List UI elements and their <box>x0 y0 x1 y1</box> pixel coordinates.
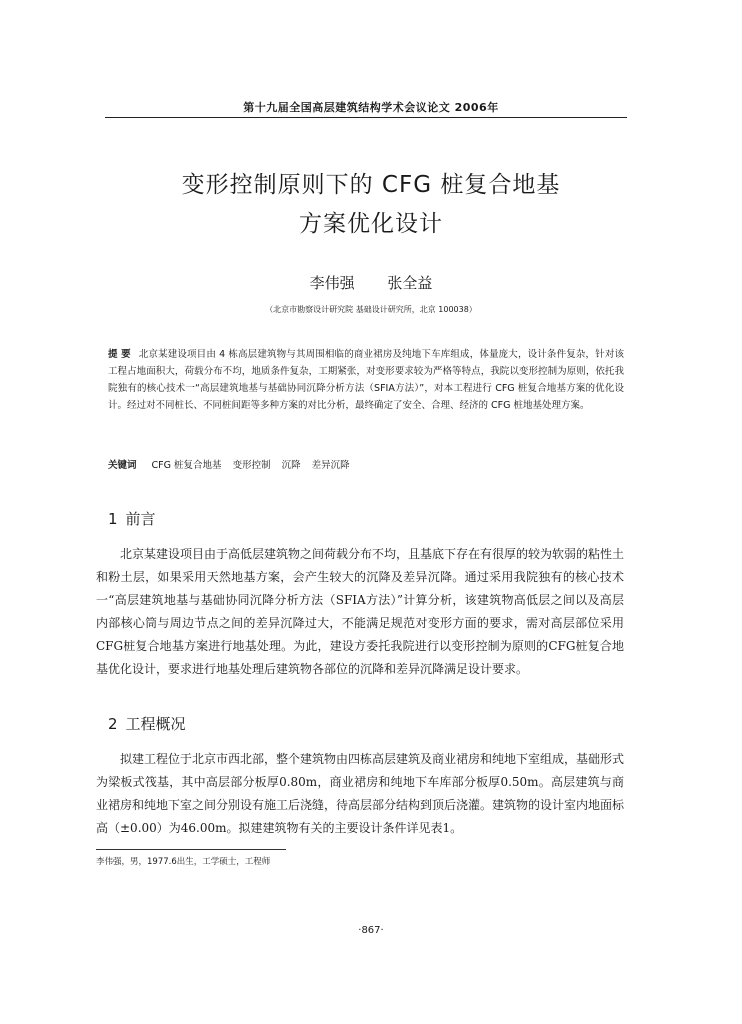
abstract <box>108 346 624 414</box>
author-2: 张全益 <box>387 274 433 292</box>
keywords <box>108 457 624 471</box>
section-1-heading <box>108 508 156 529</box>
abstract-label: 提 要 <box>108 349 131 360</box>
keyword-2: 变形控制 <box>232 460 271 471</box>
section-1-title: 前言 <box>125 510 156 528</box>
title-line-1: 变形控制原则下的 CFG 桩复合地基 <box>181 172 561 198</box>
header-rule <box>105 117 627 118</box>
section-2-number: 2 <box>108 715 118 733</box>
author-1: 李伟强 <box>309 274 355 292</box>
keyword-3: 沉降 <box>281 460 301 471</box>
abstract-text: 北京某建设项目由 4 栋高层建筑物与其周围相临的商业裙房及纯地下车库组成，体量庞大，设计条件复杂，针对该工程占地面积大，荷载分布不均，地质条件复杂，工期紧张，对变形要求较为严格等特点，我院以变形控制为原则，依托我院独有的核心技术一“高层建筑地基与基础协同沉降分析方法（SFIA方法）”，对本工程进行 CFG 桩复合地基方案的优化设计。经过对不同桩长、不同桩间距等多种方案的对比分析，最终确定了安全、合理、经济的 CFG 桩地基处理方案。 <box>108 349 624 411</box>
keyword-4: 差异沉降 <box>311 460 350 471</box>
section-2-heading <box>108 713 186 734</box>
keywords-label: 关键词 <box>108 460 137 471</box>
footnote: 李伟强，男，1977.6出生，工学硕士，工程师 <box>96 857 271 867</box>
section-2-paragraph: 拟建工程位于北京市西北部，整个建筑物由四栋高层建筑及商业裙房和纯地下室组成，基础形式为梁板式筏基，其中高层部分板厚0.80m，商业裙房和纯地下车库部分板厚0.50m。高层建筑与商业裙房和纯地下室之间分别设有施工后浇缝，待高层部分结构到顶后浇灌。建筑物的设计室内地面标高（±0.00）为46.00m。拟建建筑物有关的主要设计条件详见表1。 <box>96 752 625 835</box>
running-header: 第十九届全国高层建筑结构学术会议论文 2006年 <box>243 101 499 114</box>
title-line-2: 方案优化设计 <box>299 211 443 237</box>
section-1-number: 1 <box>108 510 118 528</box>
section-2-title: 工程概况 <box>125 715 186 733</box>
authors <box>0 272 742 293</box>
section-1-paragraph: 北京某建设项目由于高低层建筑物之间荷载分布不均，且基底下存在有很厚的较为软弱的粘性土和粉土层，如果采用天然地基方案，会产生较大的沉降及差异沉降。通过采用我院独有的核心技术一“高层建筑地基与基础协同沉降分析方法（SFIA方法）”计算分析，该建筑物高低层之间以及高层内部核心筒与周边节点之间的差异沉降过大，不能满足规范对变形方面的要求，需对高层部位采用CFG桩复合地基方案进行地基处理。为此，建设方委托我院进行以变形控制为原则的CFG桩复合地基优化设计，要求进行地基处理后建筑物各部位的沉降和差异沉降满足设计要求。 <box>96 547 625 676</box>
affiliation: （北京市勘察设计研究院 基础设计研究所，北京 100038） <box>265 305 477 314</box>
keyword-1: CFG 桩复合地基 <box>151 460 222 471</box>
page-number: ·867· <box>358 925 384 936</box>
footnote-rule <box>96 849 286 850</box>
